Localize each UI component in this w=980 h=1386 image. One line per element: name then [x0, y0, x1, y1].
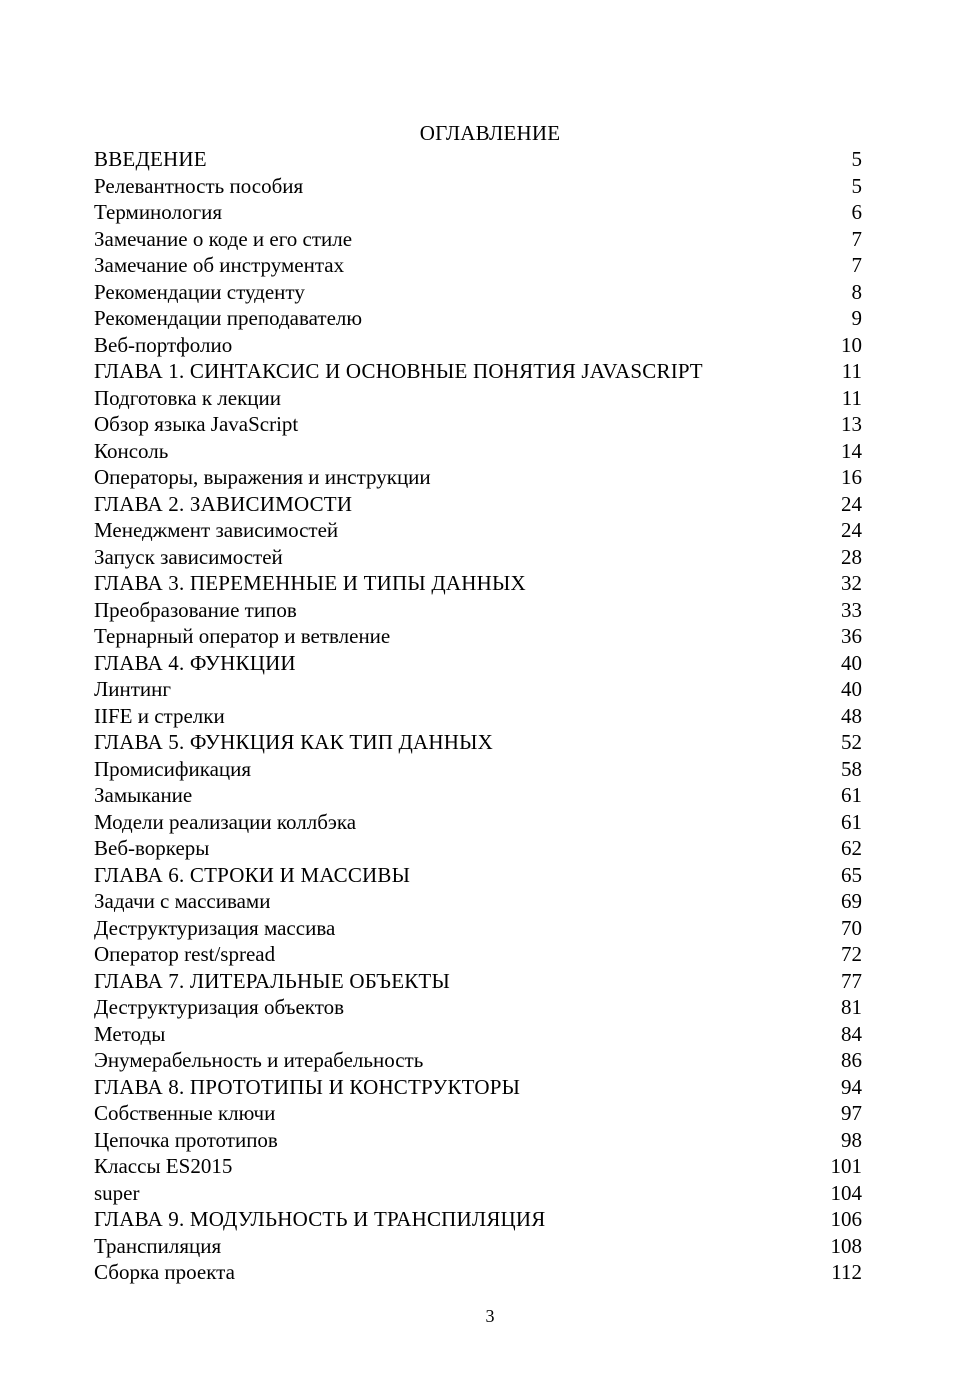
toc-entry-label: Замечание о коде и его стиле	[94, 226, 353, 251]
toc-entry-page: 101	[830, 1154, 862, 1178]
toc-section-entry	[94, 305, 862, 332]
toc-section-entry	[94, 888, 862, 915]
toc-entry-page: 86	[841, 1048, 862, 1072]
toc-chapter-entry	[94, 358, 862, 385]
toc-entry-label: Деструктуризация массива	[94, 915, 336, 940]
toc-entry-page: 9	[851, 306, 862, 330]
toc-entry-page: 104	[830, 1180, 862, 1205]
toc-chapter-entry	[94, 1206, 862, 1233]
toc-entry-page: 40	[841, 677, 862, 701]
toc-entry-page: 32	[841, 571, 862, 595]
toc-section-entry	[94, 464, 862, 491]
toc-section-entry	[94, 1233, 862, 1260]
toc-section-entry	[94, 835, 862, 862]
toc-entry-label: Релевантность пособия	[94, 173, 304, 198]
toc-entry-label: Запуск зависимостей	[94, 544, 283, 569]
toc-entry-page: 24	[841, 491, 862, 516]
toc-chapter-entry	[94, 862, 862, 889]
toc-entry-label: Замечание об инструментах	[94, 253, 345, 277]
toc-entry-page: 65	[841, 862, 862, 887]
toc-section-entry	[94, 226, 862, 253]
toc-entry-page: 33	[841, 597, 862, 622]
toc-entry-label: ГЛАВА 1. СИНТАКСИС И ОСНОВНЫЕ ПОНЯТИЯ JAVASCRIPT	[94, 359, 703, 383]
page-number: 3	[485, 1306, 495, 1326]
toc-entry-page: 61	[841, 783, 862, 807]
toc-entry-label: Рекомендации преподавателю	[94, 306, 363, 330]
toc-entry-page: 94	[841, 1074, 862, 1099]
toc-entry-page: 48	[841, 703, 862, 728]
toc-entry-label: Оператор rest/spread	[94, 942, 276, 966]
toc-entry-page: 11	[841, 385, 862, 410]
toc-section-entry	[94, 915, 862, 942]
toc-entry-page: 7	[851, 226, 862, 251]
toc-entry-page: 7	[851, 253, 862, 277]
toc-entry-page: 108	[830, 1233, 862, 1258]
toc-entry-label: Классы ES2015	[94, 1154, 233, 1178]
toc-section-entry	[94, 544, 862, 571]
toc-section-entry	[94, 782, 862, 809]
toc-section-entry	[94, 173, 862, 200]
toc-entry-label: Энумерабельность и итерабельность	[94, 1048, 424, 1072]
toc-entry-label: ГЛАВА 4. ФУНКЦИИ	[94, 650, 296, 675]
toc-entry-label: Терминология	[94, 200, 223, 224]
toc-entry-label: Веб-портфолио	[94, 332, 233, 357]
toc-entry-page: 52	[841, 730, 862, 754]
toc-entry-page: 61	[841, 809, 862, 834]
toc-section-entry	[94, 438, 862, 465]
toc-entry-page: 11	[841, 359, 862, 383]
toc-entry-label: Преобразование типов	[94, 597, 297, 622]
toc-entry-page: 13	[841, 412, 862, 436]
toc-entry-label: Транспиляция	[94, 1233, 222, 1258]
toc-list	[94, 146, 862, 1286]
toc-entry-label: ГЛАВА 3. ПЕРЕМЕННЫЕ И ТИПЫ ДАННЫХ	[94, 571, 526, 595]
toc-entry-label: Менеджмент зависимостей	[94, 518, 339, 542]
toc-section-entry	[94, 332, 862, 359]
toc-entry-label: super	[94, 1180, 140, 1205]
toc-entry-label: Консоль	[94, 438, 169, 463]
toc-section-entry	[94, 517, 862, 544]
toc-chapter-entry	[94, 968, 862, 995]
toc-section-entry	[94, 1180, 862, 1207]
toc-entry-page: 77	[841, 968, 862, 993]
toc-section-entry	[94, 756, 862, 783]
toc-entry-page: 8	[851, 279, 862, 304]
toc-entry-label: Модели реализации коллбэка	[94, 809, 357, 834]
toc-section-entry	[94, 411, 862, 438]
toc-chapter-entry	[94, 1074, 862, 1101]
toc-section-entry	[94, 941, 862, 968]
toc-entry-label: ГЛАВА 5. ФУНКЦИЯ КАК ТИП ДАННЫХ	[94, 730, 494, 754]
toc-entry-label: ГЛАВА 7. ЛИТЕРАЛЬНЫЕ ОБЪЕКТЫ	[94, 968, 450, 993]
toc-entry-page: 10	[841, 332, 862, 357]
toc-entry-page: 40	[841, 650, 862, 675]
toc-entry-label: ГЛАВА 6. СТРОКИ И МАССИВЫ	[94, 862, 411, 887]
toc-section-entry	[94, 1047, 862, 1074]
toc-section-entry	[94, 1153, 862, 1180]
toc-entry-page: 98	[841, 1127, 862, 1152]
toc-entry-page: 70	[841, 915, 862, 940]
toc-entry-page: 6	[851, 200, 862, 224]
toc-entry-label: ВВЕДЕНИЕ	[94, 147, 207, 171]
toc-section-entry	[94, 809, 862, 836]
toc-entry-label: Деструктуризация объектов	[94, 995, 345, 1019]
toc-entry-page: 58	[841, 756, 862, 781]
toc-section-entry	[94, 703, 862, 730]
toc-section-entry	[94, 1259, 862, 1286]
toc-entry-page: 112	[831, 1260, 862, 1284]
toc-section-entry	[94, 1021, 862, 1048]
toc-chapter-entry	[94, 570, 862, 597]
toc-entry-page: 97	[841, 1101, 862, 1125]
toc-entry-label: IIFE и стрелки	[94, 703, 225, 728]
toc-entry-label: Подготовка к лекции	[94, 385, 282, 410]
toc-section-entry	[94, 597, 862, 624]
toc-entry-page: 5	[851, 173, 862, 198]
toc-entry-page: 36	[841, 624, 862, 648]
toc-entry-page: 69	[841, 889, 862, 913]
toc-chapter-entry	[94, 146, 862, 173]
toc-entry-page: 84	[841, 1021, 862, 1046]
toc-entry-page: 24	[841, 518, 862, 542]
toc-entry-page: 14	[841, 438, 862, 463]
toc-entry-label: Рекомендации студенту	[94, 279, 305, 304]
toc-entry-label: Линтинг	[94, 677, 171, 701]
toc-section-entry	[94, 199, 862, 226]
toc-entry-page: 16	[841, 465, 862, 489]
toc-entry-label: ГЛАВА 9. МОДУЛЬНОСТЬ И ТРАНСПИЛЯЦИЯ	[94, 1207, 546, 1231]
toc-entry-label: Промисификация	[94, 756, 252, 781]
toc-section-entry	[94, 623, 862, 650]
toc-section-entry	[94, 1127, 862, 1154]
toc-entry-label: Обзор языка JavaScript	[94, 412, 299, 436]
toc-section-entry	[94, 994, 862, 1021]
toc-entry-label: Операторы, выражения и инструкции	[94, 465, 431, 489]
toc-entry-page: 5	[851, 147, 862, 171]
toc-entry-page: 28	[841, 544, 862, 569]
toc-entry-label: ГЛАВА 8. ПРОТОТИПЫ И КОНСТРУКТОРЫ	[94, 1074, 521, 1099]
toc-section-entry	[94, 252, 862, 279]
toc-entry-label: Веб-воркеры	[94, 836, 210, 860]
toc-section-entry	[94, 279, 862, 306]
toc-entry-label: Цепочка прототипов	[94, 1127, 278, 1152]
toc-entry-label: Тернарный оператор и ветвление	[94, 624, 391, 648]
toc-section-entry	[94, 1100, 862, 1127]
toc-entry-page: 81	[841, 995, 862, 1019]
toc-section-entry	[94, 385, 862, 412]
toc-chapter-entry	[94, 491, 862, 518]
toc-entry-label: Сборка проекта	[94, 1260, 235, 1284]
toc-entry-label: Замыкание	[94, 783, 193, 807]
toc-chapter-entry	[94, 650, 862, 677]
toc-title: ОГЛАВЛЕНИЕ	[419, 121, 561, 145]
toc-chapter-entry	[94, 729, 862, 756]
toc-entry-page: 72	[841, 942, 862, 966]
toc-entry-page: 62	[841, 836, 862, 860]
toc-entry-label: Методы	[94, 1021, 166, 1046]
toc-entry-label: Задачи с массивами	[94, 889, 271, 913]
toc-entry-label: ГЛАВА 2. ЗАВИСИМОСТИ	[94, 491, 353, 516]
toc-entry-label: Собственные ключи	[94, 1101, 276, 1125]
toc-entry-page: 106	[830, 1207, 862, 1231]
toc-section-entry	[94, 676, 862, 703]
